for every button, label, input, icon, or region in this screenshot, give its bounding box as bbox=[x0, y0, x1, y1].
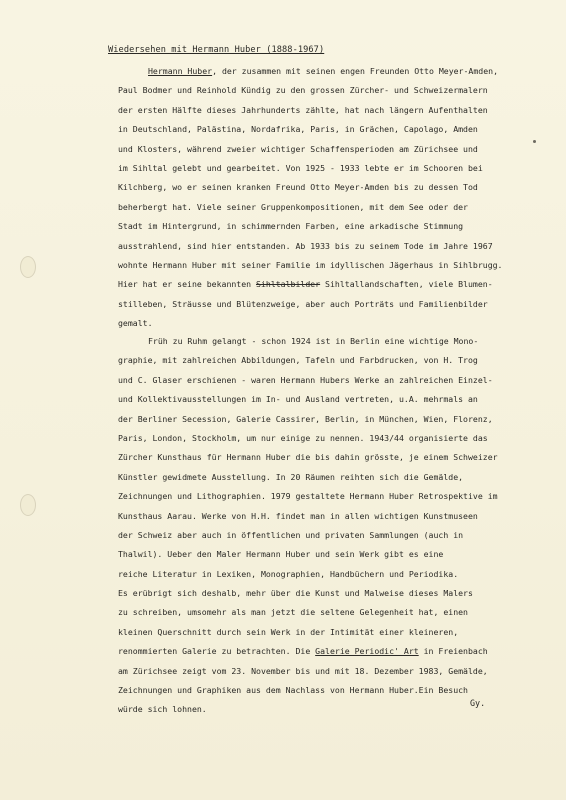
text-line: würde sich lohnen. bbox=[118, 704, 207, 715]
text-line: reiche Literatur in Lexiken, Monographien, Handbüchern und Periodika. bbox=[118, 568, 459, 579]
text-line: ausstrahlend, sind hier entstanden. Ab 1933 bis zu seinem Tode im Jahre 1967 bbox=[118, 240, 493, 251]
text-line: renommierten Galerie zu betrachten. Die Galerie Periodic' Art in Freienbach bbox=[118, 646, 488, 657]
text-line: Paris, London, Stockholm, um nur einige zu nennen. 1943/44 organisierte das bbox=[118, 432, 488, 443]
text-line: graphie, mit zahlreichen Abbildungen, Tafeln und Farbdrucken, von H. Trog bbox=[118, 355, 478, 366]
text-line: Kilchberg, wo er seinen kranken Freund Otto Meyer-Amden bis zu dessen Tod bbox=[118, 182, 478, 193]
text-line: Es erübrigt sich deshalb, mehr über die Kunst und Malweise dieses Malers bbox=[118, 588, 473, 599]
punch-hole-upper bbox=[20, 256, 36, 278]
text-line: Früh zu Ruhm gelangt - schon 1924 ist in Berlin eine wichtige Mono- bbox=[148, 336, 479, 346]
signature-initials: Gy. bbox=[470, 698, 486, 708]
text-line: der Berliner Secession, Galerie Cassirer, Berlin, in München, Wien, Florenz, bbox=[118, 413, 493, 424]
text-line: Stadt im Hintergrund, in schimmernden Farben, eine arkadische Stimmung bbox=[118, 221, 464, 232]
text-line: Kunsthaus Aarau. Werke von H.H. findet man in allen wichtigen Kunstmuseen bbox=[118, 510, 478, 521]
text-line: Künstler gewidmete Ausstellung. In 20 Räumen reihten sich die Gemälde, bbox=[118, 471, 464, 482]
text-line: Hier hat er seine bekannten Sihltalbilder Sihltallandschaften, viele Blumen- bbox=[118, 279, 493, 290]
punch-hole-lower bbox=[20, 494, 36, 516]
struck-text: Sihltalbilder bbox=[256, 279, 321, 290]
text-line: beherbergt hat. Viele seiner Gruppenkompositionen, mit dem See oder der bbox=[118, 201, 468, 212]
paragraph-2 bbox=[118, 332, 548, 720]
text-line: Thalwil). Ueber den Maler Hermann Huber und sein Werk gibt es eine bbox=[118, 549, 444, 560]
text-line-content: Hermann Huber, der zusammen mit seinen engen Freunden Otto Meyer-Amden, bbox=[148, 66, 498, 76]
text-line bbox=[118, 62, 548, 81]
text-line: Zürcher Kunsthaus für Hermann Huber die bis dahin grösste, je einem Schweizer bbox=[118, 452, 498, 463]
text-line: im Sihltal gelebt und gearbeitet. Von 1925 - 1933 lebte er im Schooren bei bbox=[118, 162, 483, 173]
underlined-text: Hermann Huber bbox=[148, 66, 213, 76]
text-line: und C. Glaser erschienen - waren Hermann Hubers Werke an zahlreichen Einzel- bbox=[118, 374, 493, 385]
text-line: Zeichnungen und Graphiken aus dem Nachlass von Hermann Huber.Ein Besuch bbox=[118, 685, 468, 696]
text-line: und Klosters, während zweier wichtiger Schaffensperioden am Zürichsee und bbox=[118, 143, 478, 154]
text-line: und Kollektivausstellungen im In- und Ausland vertreten, u.A. mehrmals an bbox=[118, 394, 478, 405]
text-line: der ersten Hälfte dieses Jahrhunderts zählte, hat nach längern Aufenthalten bbox=[118, 104, 488, 115]
text-line: kleinen Querschnitt durch sein Werk in der Intimität einer kleineren, bbox=[118, 626, 459, 637]
underlined-text: Galerie Periodic' Art bbox=[315, 646, 419, 657]
text-line: der Schweiz aber auch in öffentlichen und privaten Sammlungen (auch in bbox=[118, 529, 464, 540]
paragraph-1 bbox=[118, 62, 548, 333]
text-line: zu schreiben, umsomehr als man jetzt die seltene Gelegenheit hat, einen bbox=[118, 607, 468, 618]
text-line: am Zürichsee zeigt vom 23. November bis und mit 18. Dezember 1983, Gemälde, bbox=[118, 665, 488, 676]
text-line: Zeichnungen und Lithographien. 1979 gestaltete Hermann Huber Retrospektive im bbox=[118, 491, 498, 502]
text-line: gemalt. bbox=[118, 318, 153, 329]
text-line: wohnte Hermann Huber mit seiner Familie im idyllischen Jägerhaus in Sihlbrugg. bbox=[118, 259, 503, 270]
text-line: stilleben, Sträusse und Blütenzweige, aber auch Porträts und Familienbilder bbox=[118, 298, 488, 309]
text-line: in Deutschland, Palästina, Nordafrika, Paris, in Grächen, Capolago, Amden bbox=[118, 124, 478, 135]
text-line: Paul Bodmer und Reinhold Kündig zu den grossen Zürcher- und Schweizermalern bbox=[118, 85, 488, 96]
page-title: Wiedersehen mit Hermann Huber (1888-1967) bbox=[108, 45, 325, 55]
